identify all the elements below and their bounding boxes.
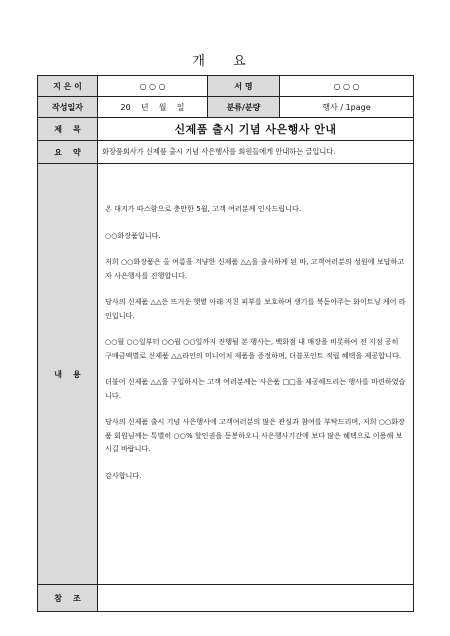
category-label: 분류/분량 (208, 97, 280, 118)
content-row (38, 164, 414, 585)
content-paragraph: 더불어 신제품 △△을 구입하시는 고객 여러분께는 사은품 □□을 제공해드리는 행사를 마련하였습니다. (105, 377, 406, 400)
document-title: 개 요 (192, 54, 258, 69)
author-row (38, 76, 414, 97)
content-paragraph: ○○월 ○○일부터 ○○월 ○○일까지 진행될 본 행사는, 백화점 내 매장을 비롯하여 전 지점 공히 구매금액별로 신제품 △△라인의 미니어처 제품을 증정하며, 더블포인트 적립 혜택을 제공합니다. (105, 337, 402, 360)
content-paragraph: 당사의 신제품 출시 기념 사은행사에 고객여러분의 많은 관심과 참여를 부탁드리며, 저희 ○○화장품 회원님께는 특별히 ○○% 할인권을 동봉하오니 사은행사기간에 보다 많은 혜택으로 이용해 보시길 바랍니다. (105, 417, 405, 453)
author-label: 지 은 이 (38, 76, 98, 97)
content-paragraph: ○○화장품입니다. (105, 230, 161, 240)
content-body (98, 164, 414, 585)
content-paragraph: 당사의 신제품 △△은 뜨거운 햇볕 아래 지친 피부를 보호하며 생기를 북돋아주는 화이트닝 케어 라인입니다. (105, 297, 406, 320)
date-value: 20 년 월 일 (98, 97, 208, 118)
signature-label: 서 명 (208, 76, 280, 97)
summary-value: 화장품회사가 신제품 출시 기념 사은행사를 회원들에게 안내하는 글입니다. (98, 141, 414, 164)
category-value: 행사 / 1page (280, 97, 414, 118)
date-label: 작성일자 (38, 97, 98, 118)
reference-value (98, 585, 414, 612)
signature-value: ○ ○ ○ (280, 76, 414, 97)
author-value: ○ ○ ○ (98, 76, 208, 97)
content-label: 내 용 (38, 164, 98, 585)
content-paragraph: 저희 ○○화장품은 올 여름을 겨냥한 신제품 △△을 출시하게 된 바, 고객여러분의 성원에 보답하고자 사은행사를 진행합니다. (105, 257, 405, 280)
content-paragraph: 온 대지가 따스함으로 충만한 5월, 고객 여러분께 인사드립니다. (105, 204, 302, 213)
summary-row (38, 141, 414, 164)
content-paragraph: 감사합니다. (105, 470, 142, 480)
summary-form-table (37, 75, 414, 612)
subject-row (38, 118, 414, 141)
subject-value: 신제품 출시 기념 사은행사 안내 (98, 118, 414, 141)
reference-row (38, 585, 414, 612)
reference-label: 참 조 (38, 585, 98, 612)
subject-label: 제 목 (38, 118, 98, 141)
date-row (38, 97, 414, 118)
summary-label: 요 약 (38, 141, 98, 164)
